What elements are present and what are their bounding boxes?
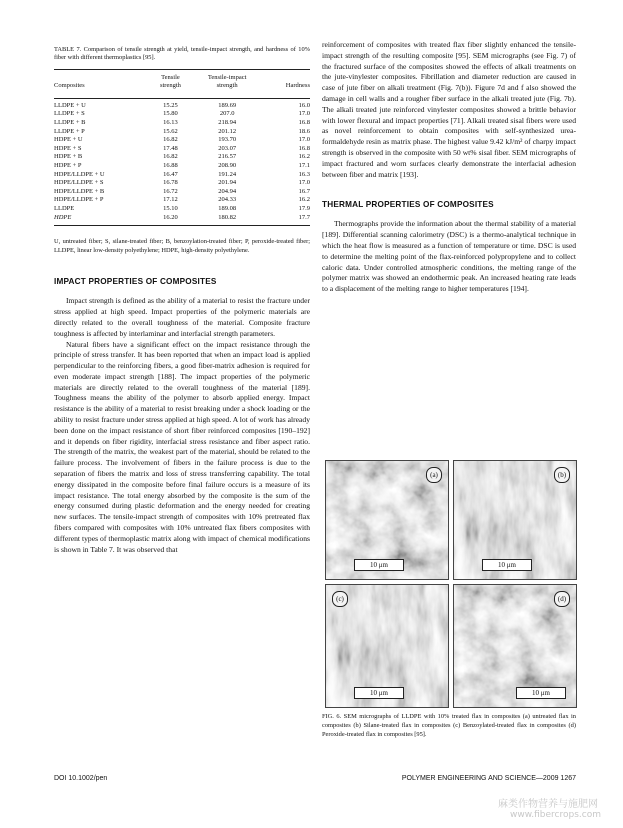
cell-tensile: 17.48 — [163, 144, 178, 152]
cell-tensile: 16.20 — [163, 213, 178, 221]
cell-tensile-impact: 204.33 — [218, 196, 237, 204]
cell-tensile-impact: 203.07 — [218, 144, 237, 152]
cell-composite: HDPE + S — [54, 144, 82, 152]
cell-hardness: 17.0 — [298, 136, 310, 144]
watermark-url: www.fibercrops.com — [510, 810, 601, 820]
panel-label-b: (b) — [554, 467, 570, 483]
table-row — [54, 205, 310, 214]
cell-tensile-impact: 201.12 — [218, 127, 237, 135]
impact-paragraph-1: Impact strength is defined as the ability of a material to resist the fracture under stress applied at high speed. Impact properties of the polymeric materials are directly related to the overall toughness of the material. Composite fracture toughness is affected by interlaminar and interfacial strength parameters. — [54, 296, 310, 338]
cell-tensile: 17.12 — [163, 196, 178, 204]
table-row — [54, 214, 310, 226]
scale-bar-d: 10 μm — [516, 687, 566, 699]
panel-label-c: (c) — [332, 591, 348, 607]
col-header-composites: Composites — [54, 81, 85, 89]
table-caption: TABLE 7. Comparison of tensile strength at yield, tensile-impact strength, and hardness of 10% fiber with different thermoplastics [95]. — [54, 46, 310, 62]
cell-hardness: 17.0 — [298, 110, 310, 118]
cell-composite: HDPE + U — [54, 136, 83, 144]
table-row — [54, 128, 310, 137]
cell-composite: HDPE/LLDPE + B — [54, 187, 105, 195]
footer-journal: POLYMER ENGINEERING AND SCIENCE—2009 1267 — [401, 775, 576, 782]
watermark-chinese: 麻类作物营养与施肥网 — [498, 799, 598, 810]
figure-caption: FIG. 6. SEM micrographs of LLDPE with 10% treated flax in composites (a) untreated flax in composites (b) Silane-treated flax in composites (c) Benzoylated-treated flax in composites (d) Peroxide-treated flax in composites [95]. — [322, 713, 576, 738]
right-column — [322, 40, 576, 295]
sem-figure — [325, 460, 575, 706]
cell-hardness: 17.0 — [298, 179, 310, 187]
col-header-tensile: Tensile strength — [159, 73, 181, 89]
thermal-paragraph: Thermographs provide the information about the thermal stability of a material [189]. Differential scanning calorimetry (DSC) is a thermo-analytical technique in which the heat flow is measured as a function of temperature or time. DSC is used to determine the melting point of the flax-reinforced polypropylene and to collect caloric data. Under controlled atmospheric conditions, the melting range of the polymer matrix was showed an endothermic peak. An increased heating rate leads to a displacement of the melting range to higher temperatures [194]. — [322, 219, 576, 294]
cell-composite: LLDPE + S — [54, 110, 85, 118]
sem-panel-d — [453, 584, 577, 708]
table-row — [54, 119, 310, 128]
table-body — [54, 98, 310, 225]
panel-label-d: (d) — [554, 591, 570, 607]
panel-label-a: (a) — [426, 467, 442, 483]
col-header-tensile-impact: Tensile-impact strength — [207, 73, 247, 89]
cell-composite: HDPE/LLDPE + S — [54, 179, 104, 187]
cell-tensile-impact: 218.94 — [218, 119, 237, 126]
cell-hardness: 16.8 — [298, 119, 310, 126]
cell-composite: HDPE — [54, 213, 72, 221]
table-row — [54, 153, 310, 162]
col-header-hardness: Hardness — [285, 81, 310, 89]
table-row — [54, 171, 310, 180]
cell-tensile: 16.82 — [163, 136, 178, 144]
sem-panel-b — [453, 460, 577, 580]
table-row — [54, 196, 310, 205]
cell-tensile: 16.78 — [163, 179, 178, 187]
cell-tensile-impact: 204.94 — [218, 187, 237, 195]
cell-tensile-impact: 180.82 — [218, 213, 237, 221]
cell-composite: HDPE/LLDPE + U — [54, 170, 105, 178]
footer-doi: DOI 10.1002/pen — [54, 775, 108, 782]
scale-bar-c: 10 μm — [354, 687, 404, 699]
cell-tensile: 16.13 — [163, 119, 178, 126]
cell-hardness: 16.2 — [298, 196, 310, 204]
cell-composite: HDPE + P — [54, 161, 82, 169]
cell-hardness: 17.7 — [298, 213, 310, 221]
cell-tensile: 16.72 — [163, 187, 178, 195]
cell-tensile: 15.62 — [163, 127, 178, 135]
cell-tensile: 15.25 — [163, 101, 178, 109]
cell-composite: HDPE/LLDPE + P — [54, 196, 104, 204]
cell-tensile-impact: 189.69 — [218, 101, 237, 109]
cell-tensile-impact: 191.24 — [218, 170, 237, 178]
cell-hardness: 18.6 — [298, 127, 310, 135]
table-row — [54, 179, 310, 188]
table-7 — [54, 69, 310, 225]
cell-hardness: 16.2 — [298, 153, 310, 161]
cell-hardness: 16.8 — [298, 144, 310, 152]
cell-tensile: 16.88 — [163, 161, 178, 169]
cell-hardness: 16.3 — [298, 170, 310, 178]
impact-heading: IMPACT PROPERTIES OF COMPOSITES — [54, 277, 217, 287]
cell-composite: HDPE + B — [54, 153, 83, 161]
cell-composite: LLDPE — [54, 204, 75, 212]
table-row — [54, 145, 310, 154]
cell-composite: LLDPE + U — [54, 101, 86, 109]
cell-hardness: 16.0 — [298, 101, 310, 109]
thermal-heading: THERMAL PROPERTIES OF COMPOSITES — [322, 200, 494, 210]
scale-bar-a: 10 μm — [354, 559, 404, 571]
table-row — [54, 98, 310, 110]
cell-hardness: 17.1 — [298, 161, 310, 169]
table-row — [54, 188, 310, 197]
cell-tensile-impact: 207.0 — [219, 110, 235, 118]
impact-paragraph-2: Natural fibers have a significant effect on the impact resistance through the principle of stress transfer. It has been reported that when an impact load is applied perpendicular to the reinforcing fibers, a good fiber-matrix adhesion is required for even moderate impact strength [188]. The impact properties of the polymeric materials are directly related to the overall toughness of the material [189]. Toughness means the ability of the polymer to absorb applied energy. Impact resistance is the ability of a material to resist breaking under a shock loading or the ability to resist fracture under stress applied at high speed. A lot of work has already been done on the impact resistance of short fiber reinforced composites [190–192] and it depends on fiber rigidity, interfacial stress resistance and fiber aspect ratio. The strength of the matrix, the weakest part of the material, should be related to the failure process. The involvement of fibers in the failure process is due to the separation of fibers the matrix and loss of stress transferring capability. The total energy dissipated in the composite before final failure occurs is a measure of its impact resistance. The total energy absorbed by the composite is the sum of the energy consumed during plastic deformation and the energy needed for creating new surfaces. The tensile-impact strength of composites with 10% pretreated flax fibers compared with composites with 10% untreated flax fibers composites with different types of thermoplastic matrix along with impact of chemical modifications is shown in Table 7. It was observed that — [54, 339, 310, 554]
cell-tensile: 15.80 — [163, 110, 178, 118]
continued-paragraph: reinforcement of composites with treated flax fiber slightly enhanced the tensile-impact strength of the resulting composite [95]. SEM micrographs (see Fig. 7) of the fractured surface of the composites showed the effects of alkali treatments on the jute-vinylester composites. Fibrillation and diameter reduction are caused in case of jute fiber on alkali treatment (Fig. 7(b)). Figure 7d and f also showed the damage in cell walls and a rougher fiber surface in the alkali treated jute (Fig. 7b). The alkali treated jute reinforced vinylester composites showed a brittle behavior with lower flexural and impact properties [71]. Alkali treated sisal fibers were used as novel reinforcement to obtain composites with self-synthesized urea-formaldehyde resin as matrix phase. The highest value 9.42 kJ/m² of charpy impact strength is observed in the composite with 50 wt% sisal fiber. SEM micrographs of impact fractured and worn surfaces clearly demonstrate the interfacial adhesion between fiber and matrix [193]. — [322, 40, 576, 179]
table-row — [54, 162, 310, 171]
cell-tensile-impact: 201.94 — [218, 179, 237, 187]
table-footnote: U, untreated fiber; S, silane-treated fiber; B, benzoylation-treated fiber; P, peroxide-treated fiber; LLDPE, linear low-density polyethylene; HDPE, high-density polyethylene. — [54, 238, 310, 254]
table-row — [54, 110, 310, 119]
cell-tensile: 16.82 — [163, 153, 178, 161]
table-row — [54, 136, 310, 145]
cell-tensile-impact: 189.08 — [218, 204, 237, 212]
sem-panel-a — [325, 460, 449, 580]
cell-composite: LLDPE + B — [54, 119, 86, 126]
scale-bar-b: 10 μm — [482, 559, 532, 571]
cell-tensile-impact: 193.70 — [218, 136, 237, 144]
left-column — [54, 40, 310, 555]
cell-tensile-impact: 208.90 — [218, 161, 237, 169]
cell-hardness: 17.9 — [298, 204, 310, 212]
sem-panel-c — [325, 584, 449, 708]
cell-tensile: 16.47 — [163, 170, 178, 178]
cell-tensile: 15.10 — [163, 204, 178, 212]
cell-tensile-impact: 216.57 — [218, 153, 237, 161]
cell-hardness: 16.7 — [298, 187, 310, 195]
cell-composite: LLDPE + P — [54, 127, 85, 135]
